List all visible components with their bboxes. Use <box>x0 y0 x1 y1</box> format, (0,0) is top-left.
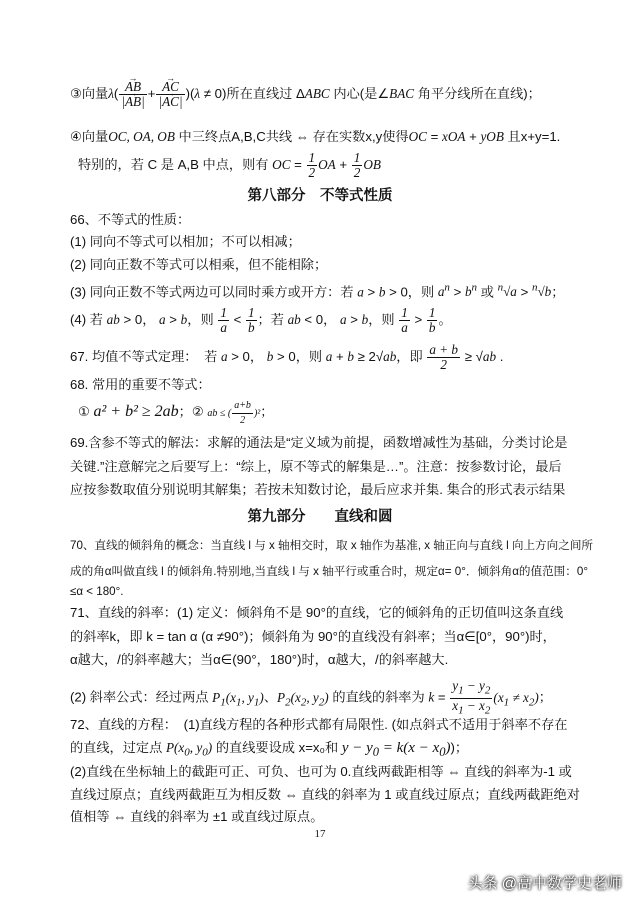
section-9-title: 第九部分 直线和圆 <box>247 509 393 525</box>
p72-line-1: 72、直线的方程： (1)直线方程的各种形式都有局限性. (如点斜式不适用于斜率不存在 <box>70 717 568 732</box>
p66-item-1: (1) 同向不等式可以相加；不可以相减； <box>70 234 301 249</box>
page-number: 17 <box>314 828 326 840</box>
vector-line-5: 特别的，若 C 是 A,B 中点，则有 OC = $\frac{1}{2}$ OA + $\frac{1}{2}$ OB <box>78 150 381 180</box>
watermark-text: 头条 @高中数学史老师 <box>467 875 622 892</box>
p71-line-1: 71、直线的斜率：(1) 定义：倾斜角不是 90°的直线，它的倾斜角的正切值叫这条直线 <box>70 605 564 620</box>
p66-item-4: (4) 若 ab > 0， a > b，则 $\frac{1}{a}$ < $\frac{1}{b}$ ；若 ab < 0， a > b，则 $\frac{1}{a}$ > $\frac{1}{b}$ 。 <box>70 305 452 335</box>
p68-title: 68. 常用的重要不等式： <box>70 377 211 392</box>
p71-line-3: α越大，/的斜率越大；当α∈(90°，180°)时，α越大，/的斜率越大. <box>70 652 449 667</box>
p72-line-2: 的直线，过定点 $P(x_0$, $y_0$) 的直线要设成 x=x₀和 $y - y_0 = k(x - x_0)$)； <box>70 740 469 759</box>
watermark <box>468 872 622 893</box>
section-8-title: 第八部分 不等式性质 <box>247 188 393 204</box>
p68-items: ① a² + b² ≥ 2ab；② ab ≤ ( $\frac{a+b}{2}$ )²； <box>78 400 274 426</box>
p70-line-1: 70、直线的倾斜角的概念：当直线 l 与 x 轴相交时，取 x 轴作为基准, x 轴正向与直线 l 向上方向之间所 <box>70 539 594 552</box>
p72-line-5: 值相等 ⇔ 直线的斜率为 ±1 或直线过原点。 <box>70 809 324 824</box>
vector-line-4: ④向量OC, OA, OB 中三终点A,B,C共线 ⇔ 存在实数x,y使得OC = xOA + yOB 且x+y=1. <box>70 129 561 144</box>
p66-item-3: (3) 同向正数不等式两边可以同时乘方或开方：若 a > b > 0，则 $a^n > b^n$ 或 $^n$√a > $^n$√b； <box>70 282 565 300</box>
p66-title: 66、不等式的性质： <box>70 212 191 227</box>
p69-line-3: 应按参数取值分别说明其解集；若按未知数讨论，最后应求并集. 集合的形式表示结果 <box>70 482 566 497</box>
vector-line-3: ③向量λ( → $\frac{AB}{|\to AB|}$ + → $\frac{AC}{|\to AC|}$ )(λ ≠ 0)所在直线过 ΔABC 内心(是∠BAC 角平分线所在直线)； <box>70 80 541 109</box>
p69-line-1: 69.含参不等式的解法：求解的通法是“定义域为前提，函数增减性为基础，分类讨论是 <box>70 435 568 450</box>
p71-line-2: 的斜率k，即 k = tan α (α ≠90°)；倾斜角为 90°的直线没有斜率；当α∈[0°，90°)时， <box>70 629 556 644</box>
p70-line-3: ≤α < 180°. <box>70 585 124 598</box>
p71-line-4: (2) 斜率公式：经过两点 $P_1(x_1$, $y_1$)、$P_2(x_2$, $y_2$) 的直线的斜率为 k = $\frac{y_1 - y_2}{x_1 - x_2}$ $(x_1 \ne x_2)$； <box>70 678 552 717</box>
p69-line-2: 关键.”注意解完之后要写上：“综上，原不等式的解集是…”。注意：按参数讨论，最后 <box>70 459 562 474</box>
p67: 67. 均值不等式定理： 若 a > 0， b > 0，则 a + b ≥ 2√ab，即 $\frac{a + b}{2}$ ≥ √ab . <box>70 342 504 372</box>
p72-line-3: (2)直线在坐标轴上的截距可正、可负、也可为 0.直线两截距相等 ⇔ 直线的斜率为-1 或 <box>70 764 572 779</box>
p72-line-4: 直线过原点；直线两截距互为相反数 ⇔ 直线的斜率为 1 或直线过原点；直线两截距绝对 <box>70 787 580 802</box>
p70-line-2: 成的角α叫做直线 l 的倾斜角.特别地,当直线 l 与 x 轴平行或重合时，规定α= 0°．倾斜角α的值范围：0° <box>70 565 588 578</box>
p66-item-2: (2) 同向正数不等式可以相乘，但不能相除； <box>70 257 328 272</box>
